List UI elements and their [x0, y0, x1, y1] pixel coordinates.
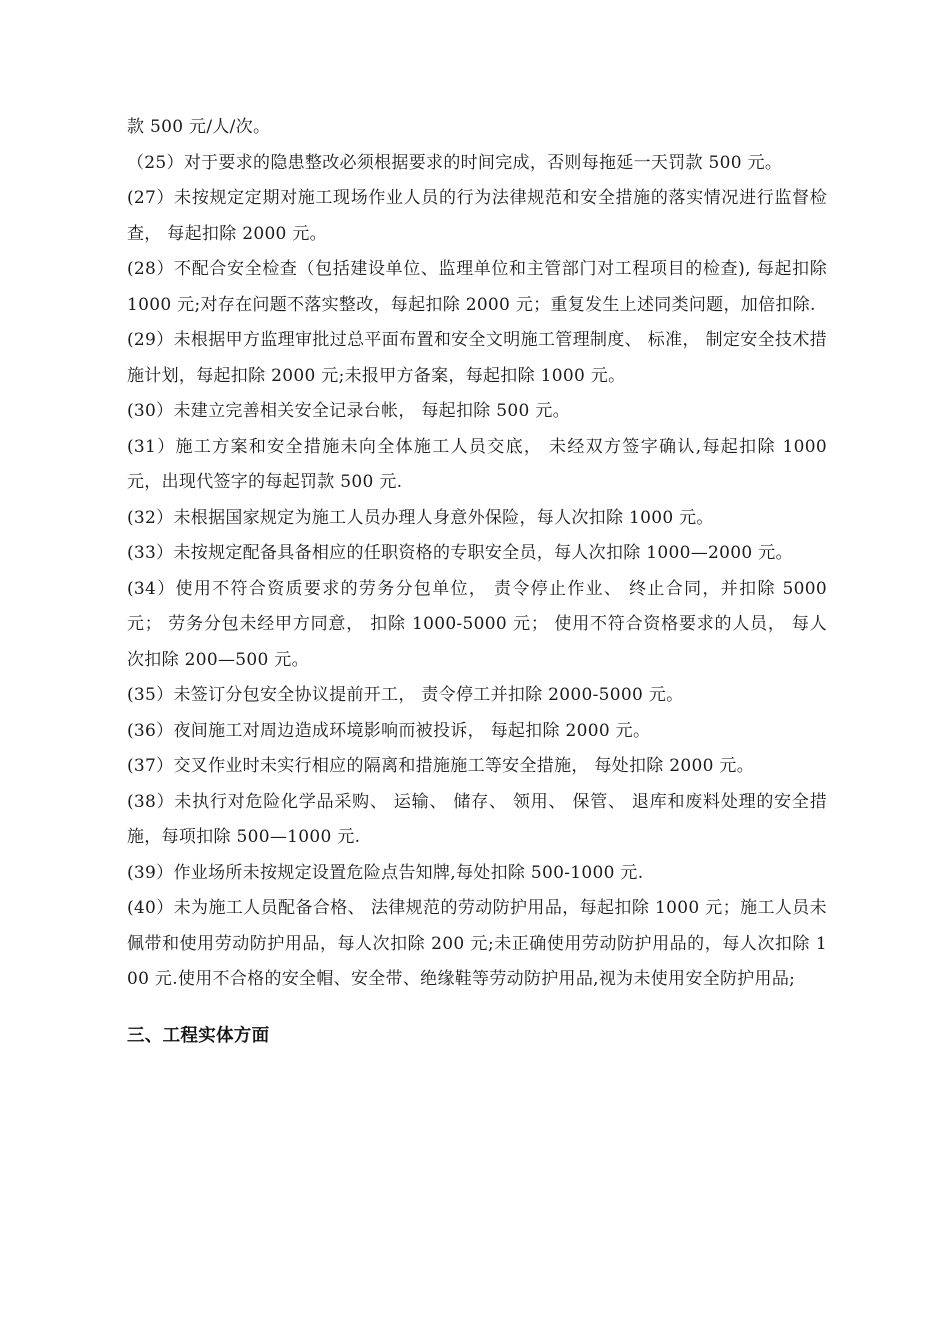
paragraph-item-40: (40）未为施工人员配备合格、 法律规范的劳动防护用品，每起扣除 1000 元；施工人员未佩带和使用劳动防护用品，每人次扣除 200 元;未正确使用劳动防护用品的，每人次扣除 100 元.使用不合格的安全帽、安全带、绝缘鞋等劳动防护用品,视为未使用安全防护用品;: [127, 898, 827, 989]
paragraph-item-37: (37）交叉作业时未实行相应的隔离和措施施工等安全措施， 每处扣除 2000 元。: [127, 756, 755, 776]
paragraph-item-38: (38）未执行对危险化学品采购、 运输、 储存、 领用、 保管、 退库和废料处理的安全措施，每项扣除 500—1000 元.: [127, 791, 827, 847]
paragraph-item-27: (27）未按规定定期对施工现场作业人员的行为法律规范和安全措施的落实情况进行监督检查， 每起扣除 2000 元。: [127, 188, 827, 244]
paragraph-item-28: (28）不配合安全检查（包括建设单位、监理单位和主管部门对工程项目的检查), 每起扣除 1000 元;对存在问题不落实整改，每起扣除 2000 元；重复发生上述同类问题，加倍扣除.: [127, 259, 827, 315]
paragraph-item-33: (33）未按规定配备具备相应的任职资格的专职安全员，每人次扣除 1000—2000 元。: [127, 543, 793, 563]
paragraph-item-31: (31）施工方案和安全措施未向全体施工人员交底， 未经双方签字确认,每起扣除 1000 元，出现代签字的每起罚款 500 元.: [127, 436, 827, 492]
paragraph-item-25: （25）对于要求的隐患整改必须根据要求的时间完成，否则每拖延一天罚款 500 元。: [127, 152, 783, 173]
section-heading: 三、工程实体方面: [127, 1025, 270, 1046]
paragraph-item-30: (30）未建立完善相关安全记录台帐， 每起扣除 500 元。: [127, 401, 570, 421]
paragraph-item-36: (36）夜间施工对周边造成环境影响而被投诉， 每起扣除 2000 元。: [127, 720, 651, 741]
paragraph-item-29: (29）未根据甲方监理审批过总平面布置和安全文明施工管理制度、 标准， 制定安全技术措施计划，每起扣除 2000 元;未报甲方备案，每起扣除 1000 元。: [127, 330, 827, 386]
paragraph-item-39: (39）作业场所未按规定设置危险点告知牌,每处扣除 500-1000 元.: [127, 862, 644, 883]
document-body: [127, 110, 827, 1054]
paragraph-fine-continuation: 款 500 元/人/次。: [127, 117, 271, 137]
paragraph-item-35: (35）未签订分包安全协议提前开工， 责令停工并扣除 2000-5000 元。: [127, 685, 684, 705]
paragraph-item-32: (32）未根据国家规定为施工人员办理人身意外保险，每人次扣除 1000 元。: [127, 507, 714, 528]
paragraph-item-34: (34）使用不符合资质要求的劳务分包单位， 责令停止作业、 终止合同，并扣除 5000 元； 劳务分包未经甲方同意， 扣除 1000-5000 元； 使用不符合资格要求的人员， 每人次扣除 200—500 元。: [127, 578, 827, 670]
